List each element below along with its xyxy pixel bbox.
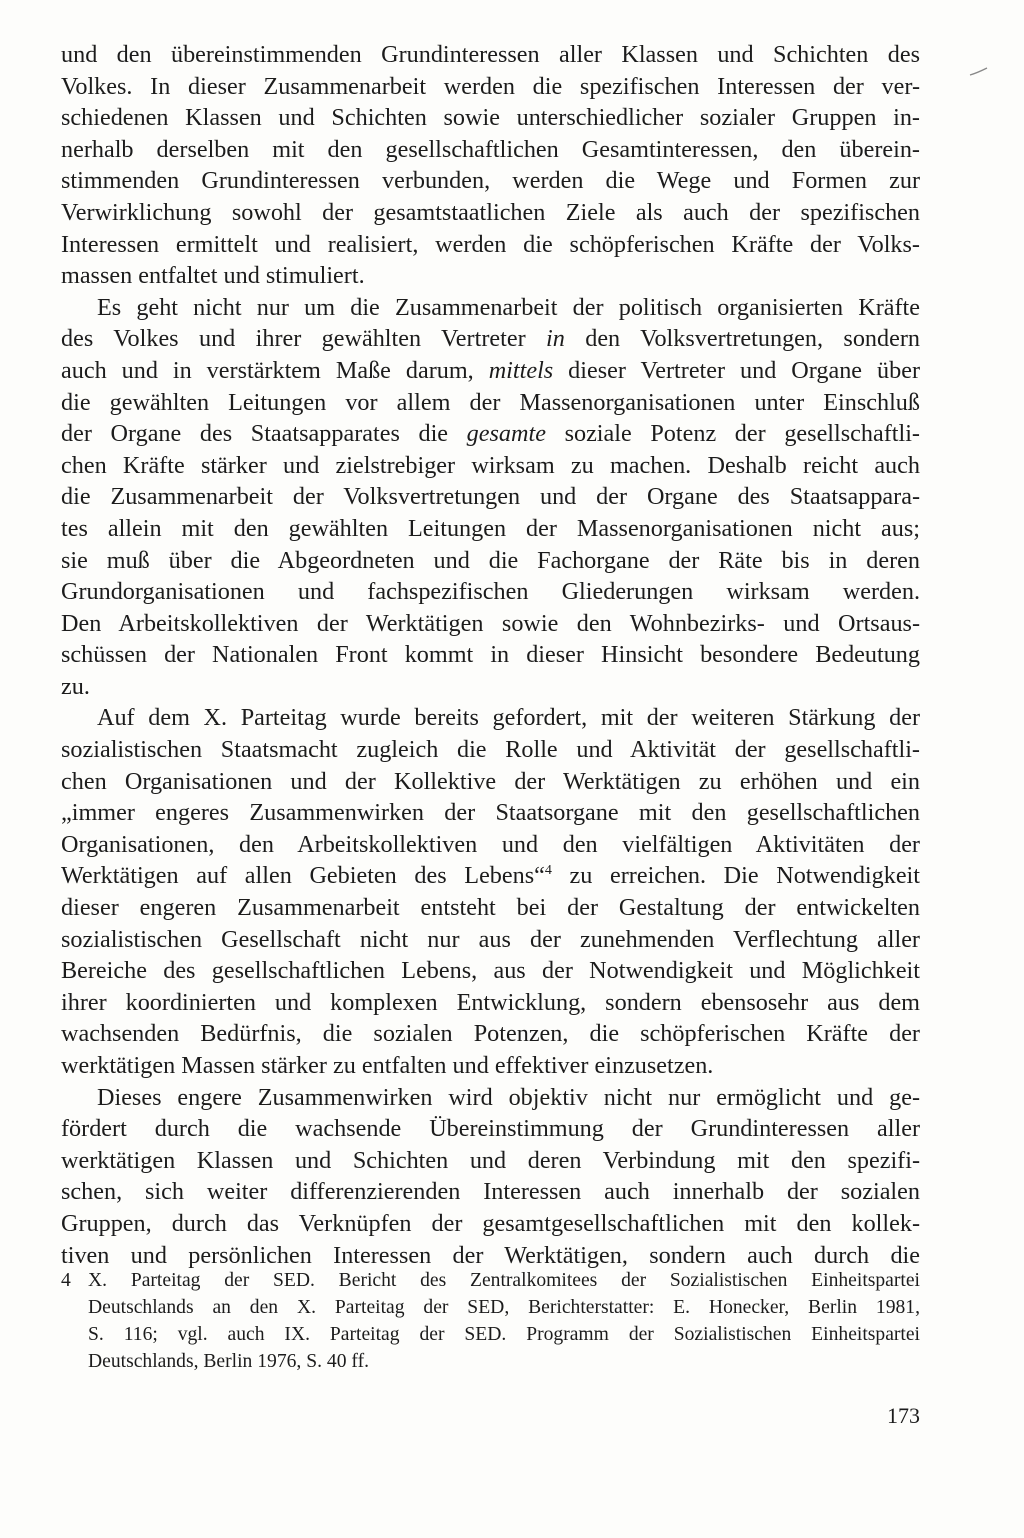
text-line: sie muß über die Abgeordneten und die Fachorgane der Räte bis in deren (61, 546, 920, 574)
text-line: Den Arbeitskollektiven der Werktätigen sowie den Wohnbezirks- und Ortsaus- (61, 609, 920, 637)
paragraph-first-line: Es geht nicht nur um die Zusammenarbeit der politisch organisierten Kräfte (97, 293, 920, 321)
text-segment: Werktätigen auf allen Gebieten des Lebens“ (61, 862, 545, 890)
text-line: chen Organisationen und der Kollektive der Werktätigen zu erhöhen und ein (61, 767, 920, 795)
text-line: Verwirklichung sowohl der gesamtstaatlichen Ziele als auch der spezifischen (61, 198, 920, 226)
margin-pencil-mark (969, 66, 989, 78)
text-line: werktätigen Massen stärker zu entfalten und effektiver einzusetzen. (61, 1052, 714, 1079)
text-segment: dieser Vertreter und Organe über (553, 356, 920, 384)
text-line: sozialistischen Gesellschaft nicht nur aus der zunehmenden Verflechtung aller (61, 925, 920, 953)
text-line: Bereiche des gesellschaftlichen Lebens, aus der Notwendigkeit und Möglichkeit (61, 957, 920, 985)
footnote-reference: 4 (544, 863, 552, 879)
footnote-line (61, 1267, 920, 1294)
page-number: 173 (887, 1403, 920, 1428)
text-line: „immer engeres Zusammenwirken der Staatsorgane mit den gesellschaftlichen (61, 799, 920, 827)
text-segment: des Volkes und ihrer gewählten Vertreter (61, 325, 547, 353)
text-line: tiven und persönlichen Interessen der Werktätigen, sondern auch durch die (61, 1241, 920, 1269)
body-text (61, 39, 920, 1271)
text-line: massen entfaltet und stimuliert. (61, 262, 365, 290)
text-line: Grundorganisationen und fachspezifischen Gliederungen wirksam werden. (61, 578, 920, 606)
text-line (61, 418, 920, 450)
text-line: schüssen der Nationalen Front kommt in dieser Hinsicht besondere Bedeutung (61, 641, 920, 669)
emphasis-word: mittels (488, 356, 554, 384)
text-line: chen Kräfte stärker und zielstrebiger wirksam zu machen. Deshalb reicht auch (61, 451, 920, 479)
footnote-text: X. Parteitag der SED. Bericht des Zentralkomitees der Sozialistischen Einheitspartei (88, 1270, 920, 1291)
paragraph-first-line: Auf dem X. Parteitag wurde bereits gefordert, mit der weiteren Stärkung der (97, 704, 920, 732)
text-line: die gewählten Leitungen vor allem der Massenorganisationen unter Einschluß (61, 388, 920, 416)
text-line: schen, sich weiter differenzierenden Interessen auch innerhalb der sozialen (61, 1178, 920, 1206)
text-line: stimmenden Grundinteressen verbunden, werden die Wege und Formen zur (61, 167, 920, 195)
text-line: sozialistischen Staatsmacht zugleich die Rolle und Aktivität der gesellschaftli- (61, 736, 920, 764)
emphasis-word: in (546, 325, 565, 353)
text-line: schiedenen Klassen und Schichten sowie unterschiedlicher sozialer Gruppen in- (61, 104, 920, 132)
text-line (61, 355, 920, 387)
footnote-number: 4 (61, 1270, 71, 1291)
paragraph-first-line: Dieses engere Zusammenwirken wird objektiv nicht nur ermöglicht und ge- (97, 1083, 920, 1111)
footnote-line: S. 116; vgl. auch IX. Parteitag der SED. Programm der Sozialistischen Einheitspartei (88, 1324, 920, 1345)
text-line: nerhalb derselben mit den gesellschaftlichen Gesamtinteressen, den überein- (61, 135, 920, 163)
text-line: Volkes. In dieser Zusammenarbeit werden die spezifischen Interessen der ver- (61, 72, 920, 100)
text-segment: soziale Potenz der gesellschaftli- (545, 420, 920, 448)
text-segment: auch und in verstärktem Maße darum, (61, 356, 489, 384)
text-line: tes allein mit den gewählten Leitungen der Massenorganisationen nicht aus; (61, 514, 920, 542)
text-segment: den Volksvertretungen, sondern (564, 325, 920, 353)
text-line: Interessen ermittelt und realisiert, werden die schöpferischen Kräfte der Volks- (61, 230, 920, 258)
text-segment: zu erreichen. Die Notwendigkeit (551, 862, 920, 890)
footnote-line: Deutschlands, Berlin 1976, S. 40 ff. (88, 1351, 369, 1372)
text-line (61, 860, 920, 892)
text-line: Organisationen, den Arbeitskollektiven und den vielfältigen Aktivitäten der (61, 830, 920, 858)
footnote (61, 1267, 920, 1375)
text-line: wachsenden Bedürfnis, die sozialen Potenzen, die schöpferischen Kräfte der (61, 1020, 920, 1048)
text-line: Gruppen, durch das Verknüpfen der gesamtgesellschaftlichen mit den kollek- (61, 1209, 920, 1237)
text-segment: der Organe des Staatsapparates die (61, 420, 467, 448)
text-line: dieser engeren Zusammenarbeit entsteht bei der Gestaltung der entwickelten (61, 894, 920, 922)
text-line: werktätigen Klassen und Schichten und deren Verbindung mit den spezifi- (61, 1146, 920, 1174)
text-line: fördert durch die wachsende Übereinstimmung der Grundinteressen aller (61, 1115, 920, 1143)
text-line: und den übereinstimmenden Grundinteressen aller Klassen und Schichten des (61, 41, 920, 68)
text-line: zu. (61, 672, 90, 700)
text-line (61, 323, 920, 355)
footnote-line: Deutschlands an den X. Parteitag der SED, Berichterstatter: E. Honecker, Berlin 1981, (88, 1297, 920, 1318)
text-line: die Zusammenarbeit der Volksvertretungen und der Organe des Staatsappara- (61, 483, 920, 511)
emphasis-word: gesamte (466, 420, 546, 448)
text-line: ihrer koordinierten und komplexen Entwicklung, sondern ebensosehr aus dem (61, 988, 920, 1016)
